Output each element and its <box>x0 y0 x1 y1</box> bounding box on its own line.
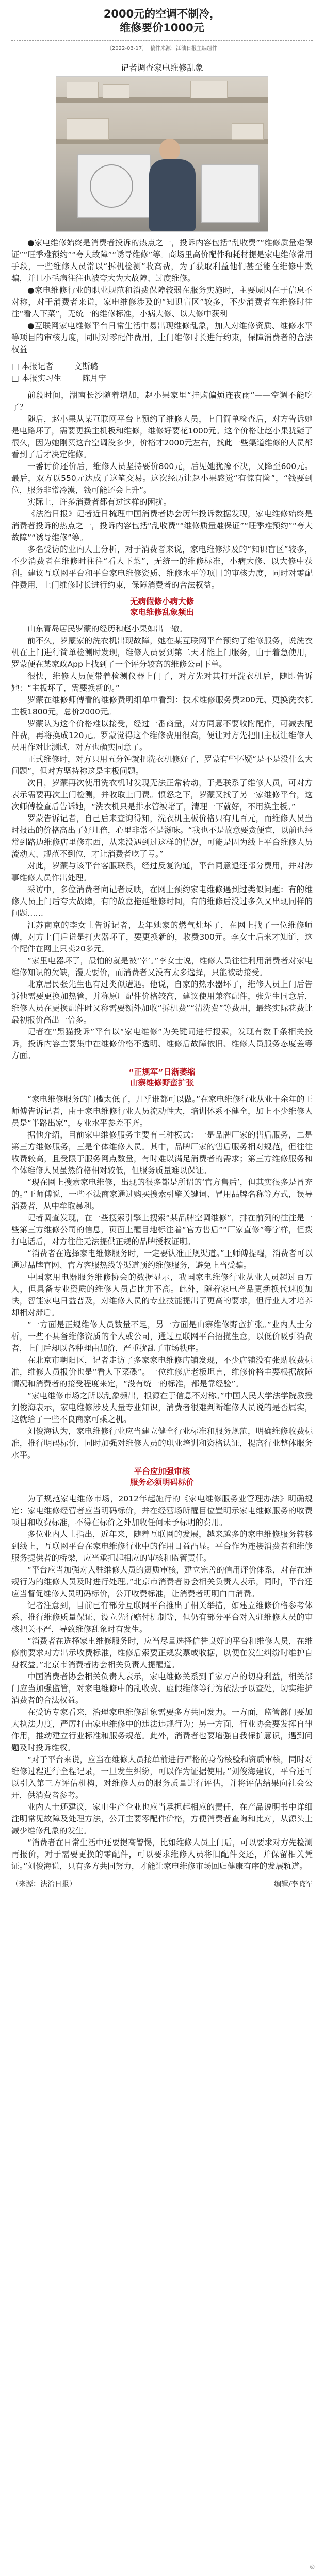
paragraph: 罗蒙告诉记者，自己后来查询得知，洗衣机主板价格只有几百元，而维修人员当时报出的价格高出了好几倍，心里非常不是滋味。“我也不是故意要贪便宜，以前也经常到路边维修店里修东西，从来没遇到过这样的情况，可能是因为线上平台维修人员流动大、规范不到位，才让消费者吃了亏。” <box>11 814 313 859</box>
article-source: 稿件来源：江油日报主编组件 <box>150 46 218 52</box>
paragraph: 在受访专家看来，治理家电维修乱象需要多方共同发力。一方面，监管部门要加大执法力度，严厉打击家电维修中的违法违规行为；另一方面，行业协会要发挥自律作用，推动建立行业标准和服务规范。此外，消费者也要增强自我保护意识，遇到问题及时投诉维权。 <box>11 1708 313 1752</box>
paragraph: 对此，罗蒙与该平台客服联系，经过反复沟通，平台同意退还部分费用，并对涉事维修人员作出处理。 <box>11 861 313 882</box>
paragraph: “一方面是正规维修人员数量不足，另一方面是山寨维修野蛮扩张。”业内人士分析，一些不具备维修资质的个人或公司，通过互联网平台招揽生意，以低价吸引消费者，上门后却以各种理由加价，严重扰乱了市场秩序。 <box>11 1320 313 1353</box>
paragraph: 在北京市朝阳区，记者走访了多家家电维修店铺发现，不少店铺没有张贴收费标准，维修人员报价也是“看人下菜碟”。一位维修店老板坦言，维修价格主要根据故障情况和消费者的接受程度来定，“没有统一的标准，都是靠经验”。 <box>11 1356 313 1389</box>
paragraph: “平台应当加强对入驻维修人员的资质审核，建立完善的信用评价体系，对存在违规行为的维修人员及时进行处理。”北京市消费者协会相关负责人表示，同时，平台还应当督促维修人员明码标价，公开收费标准，让消费者明明白白消费。 <box>11 1565 313 1598</box>
credit-name-intern: 陈月宁 <box>82 374 106 383</box>
section-heading <box>11 1466 313 1488</box>
paragraph: 罗蒙在维修师傅看的维修费明细单中看到：技术维修服务费200元、更换洗衣机主板1800元，总价2000元。 <box>11 695 313 716</box>
photo-box <box>67 82 99 98</box>
credit-name-reporter: 文斯璐 <box>74 362 99 371</box>
paragraph: “家里电器坏了，最怕的就是被‘宰’。”李女士说，维修人员往往利用消费者对家电维修知识的欠缺，漫天要价，而消费者又没有太多选择，只能被动接受。 <box>11 956 313 977</box>
paragraph: 为了规范家电维修市场，2012年起施行的《家电维修服务业管理办法》明确规定：家电维修经营者应当明码标价，并在经营场所醒目位置明示家电维修服务的收费项目和收费标准，不得在标价之外加收任何未予标明的费用。 <box>11 1494 313 1527</box>
paragraph: 很快，维修人员便带着检测仪器上门了，对方先对其打开洗衣机后，随即告诉她：“主板坏了，需要换新的。” <box>11 672 313 693</box>
paragraph: 山东青岛居民罗蒙的经历和赵小果如出一辙。 <box>27 624 188 633</box>
headline-line-2: 维修要价1000元 <box>120 22 204 34</box>
paragraph: 随后，赵小果从某互联网平台上预约了维修人员，上门简单检查后，对方告诉她是电路坏了，需要更换主机板和维修，维修好要花1000元。这个价格让赵小果犹疑了很久，因为她刚买这台空调没多少，价格才2000元左右，找此一些渠道维修的人员都看到了后才决定维修。 <box>11 414 313 459</box>
section-heading-line: 服务必须明码标价 <box>129 1478 194 1487</box>
paragraph: “现在网上搜索家电维修，出现的很多都是所谓的‘官方售后’，但其实很多是冒充的。”王师傅说，一些不法商家通过购买搜索引擎关键词、冒用品牌名称等方式，误导消费者，从中牟取暴利。 <box>11 1178 313 1211</box>
paragraph: “家电维修市场之所以乱象频出，根源在于信息不对称。”中国人民大学法学院教授刘俊海表示，家电维修涉及大量专业知识，消费者很难判断维修人员说的是否属实，这就给了一些不良商家可乘之机。 <box>11 1391 313 1424</box>
paragraph: 记者在“黑猫投诉”平台以“家电维修”为关键词进行搜索，发现有数千条相关投诉，投诉内容主要集中在维修价格不透明、维修后故障依旧、维修人员服务态度差等方面。 <box>11 1027 313 1060</box>
section-heading-line: “正规军”日渐萎缩 <box>128 1067 196 1077</box>
publish-date: 〔2022-03-17〕 <box>106 46 148 52</box>
article-subtitle: 记者调查家电维修乱象 <box>120 63 203 73</box>
paragraph: 记者注意到，目前已有部分互联网平台推出了相关举措，如建立维修价格参考体系、推行维修质量保证、设立先行赔付机制等，但仍有部分平台对入驻维修人员的审核把关不严，导致维修乱象时有发生。 <box>11 1601 313 1634</box>
staff-credits <box>11 361 313 384</box>
paragraph: “家电维修服务的门槛太低了，几乎谁都可以做。”在家电维修行业从业十余年的王师傅告诉记者，由于家电维修行业人员流动性大，培训体系不健全，加上不少维修人员是“半路出家”，专业水平参差不齐。 <box>11 1095 313 1128</box>
paragraph: 《法治日报》记者近日梳理中国消费者协会历年投诉数据发现，家电维修始终是消费者投诉的热点之一，投诉内容包括“乱收费”“维修质量难保证”“旺季难预约”“夸大故障”“诱导维修”等。 <box>11 509 313 542</box>
section-1-paragraphs <box>11 623 313 1062</box>
section-heading-line: 平台应加强审核 <box>134 1467 190 1476</box>
paragraph: “消费者在选择家电维修服务时，应当尽量选择信誉良好的平台和维修人员，在维修前要求对方出示收费标准，维修后索要正规发票或收据，以便在发生纠纷时维护自身权益。”北京市消费者协会相关负责人提醒道。 <box>11 1636 313 1669</box>
paragraph: 次日，罗蒙再次使用洗衣机时发现无法正常转动，于是联系了维修人员，可对方表示需要再次上门检测，并收取上门费。愤怒之下，罗蒙又找了另一家维修平台，这次师傅检查后告诉她，“洗衣机只是排水管被堵了，清理一下就好，不用换主板。” <box>11 778 313 811</box>
photo-box <box>190 81 228 98</box>
section-2-paragraphs <box>11 1094 313 1461</box>
headline-divider <box>11 40 313 41</box>
paragraph: ●家电维修始终是消费者投诉的热点之一，投诉内容包括“乱收费”“维修质量难保证”“旺季难预约”“夸大故障”“诱导维修”等。商场里高价配件和耗材提是家电维修常用手段，一些维修人员常以“拆机检测”收高费，为了获取利益他们甚至能在维修中欺骗，并且小毛病往往也被夸大为大故障、过度维修。 <box>11 238 313 283</box>
paragraph: 中国家用电器服务维修协会的数据显示，我国家电维修行业从业人员超过百万人，但具备专业资质的维修人员占比并不高。此外，随着家电产品更新换代速度加快，智能家电日益普及，对维修人员的专业技能提出了更高的要求，但行业人才培养却相对滞后。 <box>11 1273 313 1317</box>
paragraph: 前段时间，湖南长沙随着增加，赵小果家里“挂购偏烦连夜雨”——空调不能吃了？ <box>11 391 313 412</box>
paragraph: 一番讨价还价后，维修人员坚持要价800元，后见她犹豫不决，又降至600元。最后，双方以550元达成了这笔交易。这次经历让赵小果感觉“有惊有险”，“钱要到位，服务非常冷漠，钱可能还会上升”。 <box>11 462 313 495</box>
credit-role-reporter: □ 本报记者 <box>11 362 54 371</box>
paragraph: 正式维修时，对方只用五分钟就把洗衣机修好了，罗蒙有些怀疑“是不是没什么大问题”，但对方坚持称这是主板问题。 <box>11 755 313 776</box>
photo-box <box>67 118 109 140</box>
section-3-paragraphs <box>11 1493 313 1872</box>
article-headline <box>11 7 313 35</box>
paragraph: 刘俊海认为，家电维修行业应当建立健全行业标准和服务规范，明确维修收费标准，推行明码标价，同时加强对维修人员的职业培训和资格认证，提高行业整体服务水平。 <box>11 1427 313 1460</box>
paragraph: 采访中，多位消费者向记者反映，在网上预约家电维修遇到过类似问题：有的维修人员上门后夸大故障，有的故意拖延维修时间，有的维修后没过多久又出现同样的问题…… <box>11 885 313 918</box>
watermark: ◎ <box>310 2563 315 2570</box>
fan-grill <box>90 164 133 208</box>
paragraph: “对于平台来说，应当在维修人员接单前进行严格的身份核验和资质审核，同时对维修过程进行全程记录，一旦发生纠纷，可以作为证据使用。”刘俊海建议，平台还可以引入第三方评估机构，对维修人员的服务质量进行评估，并将评估结果向社会公开，供消费者参考。 <box>11 1755 313 1800</box>
photo-box <box>103 84 129 98</box>
paragraph: 北京居民张先生也有过类似遭遇。他说，自家的热水器坏了，维修人员上门后告诉他需要更换加热管，并称原厂配件价格较高，建议使用兼容配件，张先生同意后，维修人员在更换配件时又称需要额外加收“拆机费”“清洗费”等费用，最终实际花费比最初报价高出一倍多。 <box>11 980 313 1025</box>
paragraph: ●互联网家电维修平台日常生活中易出现维修乱象，加大对维修资质、维修水平等项目的审核力度，同时对零配件费用，上门维修时长进行约束，保障消费者的合法权益 <box>11 321 313 354</box>
section-heading-line: 山寨维修野蛮扩张 <box>129 1078 194 1088</box>
technician-figure <box>149 159 196 231</box>
paragraph: 实际上，许多消费者都有过这样的困扰。 <box>27 497 172 507</box>
article-meta <box>11 44 313 52</box>
section-heading-line: 无病假修小病大修 <box>129 597 194 606</box>
paragraph: 业内人士还建议，家电生产企业也应当承担起相应的责任，在产品说明书中详细注明常见故障及处理方法，公开主要零配件价格，方便消费者查询和比对，从源头上减少维修乱象的发生。 <box>11 1802 313 1835</box>
paragraph: 江苏南京的李女士告诉记者，去年她家的燃气灶坏了，在网上找了一位维修师傅，对方上门后说是打火器坏了，要更换新的，收费300元。李女士后来才知道，这个配件在网上只卖20多元。 <box>11 921 313 954</box>
section-heading <box>11 596 313 618</box>
headline-line-1: 2000元的空调不制冷， <box>103 8 221 20</box>
article-footer <box>11 1879 313 1889</box>
section-heading-line: 家电维修乱象频出 <box>129 608 194 617</box>
paragraph: “消费者在选择家电维修服务时，一定要认准正规渠道。”王师傅提醒，消费者可以通过品牌官网、官方客服热线等渠道预约维修服务，避免上当受骗。 <box>11 1249 313 1270</box>
editor-credit: 编辑/李晓军 <box>274 1880 313 1888</box>
article-source-note: （来源：法治日报） <box>11 1880 76 1888</box>
paragraph: 罗蒙认为这个价格难以接受，经过一番商量，对方同意不要收附配件，可减去配件费，再将换成120元。罗蒙觉得这个维修费用很高，便让对方先把旧主板让维修人员用作对比测试，对方也确实同意了。 <box>11 719 313 752</box>
paragraph: 多位业内人士指出，近年来，随着互联网的发展，越来越多的家电维修服务转移到线上，互联网平台在家电维修行业中的作用日益凸显。平台作为连接消费者和维修服务提供者的桥梁，应当承担起相应的审核和监管责任。 <box>11 1530 313 1563</box>
paragraph: 中国消费者协会相关负责人表示，家电维修关系到千家万户的切身利益，相关部门应当加强监管，对家电维修中的乱收费、虚假维修等行为依法予以查处，切实维护消费者的合法权益。 <box>11 1672 313 1705</box>
credit-role-intern: □ 本报实习生 <box>11 374 62 383</box>
appliance-unit <box>201 164 260 223</box>
repair-photo <box>56 76 268 232</box>
paragraph: 记者调查发现，在一些搜索引擎上搜索“某品牌空调维修”，排在前列的往往是一些第三方维修公司的信息，页面上醒目地标注着“官方售后”“厂家直修”等字样，但拨打电话后，对方往往无法提供正规的品牌授权证明。 <box>11 1213 313 1246</box>
paragraph: 多名受访的业内人士分析，对于消费者来说，家电维修涉及的“知识盲区”较多，不少消费者在维修时往往“看人下菜”，无统一的维修标准，小病大修、以大修中获利。建议互联网平台和平台家电维修资质、维修水平等项目的审核力度，同时对零配件费用，上门维修时长进行约束，保障消费者的合法权益。 <box>11 545 313 590</box>
summary-points <box>11 237 313 356</box>
intro-paragraphs <box>11 390 313 591</box>
section-heading <box>11 1067 313 1089</box>
paragraph: “消费者在日常生活中还要提高警惕，比如维修人员上门后，可以要求对方先检测再报价，对于需要更换的零配件，可以要求维修人员将旧配件交还，并保留相关凭证。”刘俊海说，只有多方共同努力，才能让家电维修市场回归健康有序的发展轨道。 <box>11 1838 313 1871</box>
paragraph: 前不久，罗蒙家的洗衣机出现故障，她在某互联网平台预约了维修服务，说洗衣机在上门进行简单检测时发现，维修人员要到第二天才能上门服务，由于着急使用，罗蒙便在某家政App上找到了一个评分较高的维修公司下单。 <box>11 636 313 669</box>
paragraph: ●家电维修行业的职业规范和消费保障较弱在服务实施时，主要原因在于信息不对称，对于消费者来说，家电维修涉及的“知识盲区”较多，不少消费者在维修时往往“看人下菜”，无统一的维修标准，小病大修、以大修中获利 <box>11 286 313 319</box>
photo-box <box>232 123 264 140</box>
technician-head <box>159 139 180 161</box>
paragraph: 据他介绍，目前家电维修服务主要有三种模式：一是品牌厂家的售后服务，二是第三方维修服务，三是个体维修人员。其中，品牌厂家的售后服务相对规范，但往往收费较高，且受限于服务网点数量，有时难以满足消费者的需求；第三方维修服务和个体维修人员虽然价格相对较低，但服务质量难以保证。 <box>11 1130 313 1175</box>
